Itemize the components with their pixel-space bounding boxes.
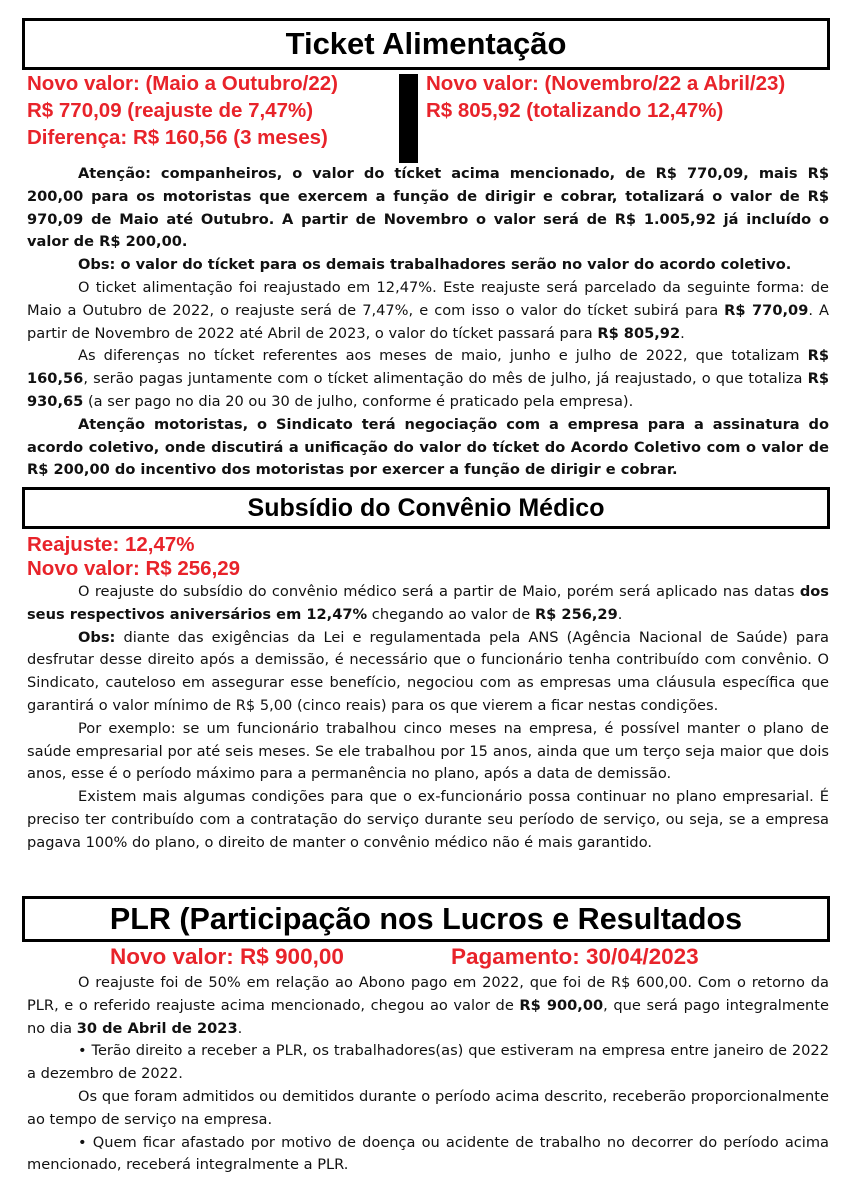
ticket-para-5: Atenção motoristas, o Sindicato terá negociação com a empresa para a assinatura do acordo coletivo, onde discutirá a unificação do valor do tícket do Acordo Coletivo com o valor de R$ 200,00 do incentivo dos motoristas por exercer a função de dirigir e cobrar. [27, 415, 829, 479]
plr-body [27, 972, 829, 1177]
ticket-para-3: O ticket alimentação foi reajustado em 12,47%. Este reajuste será parcelado da seguinte forma: de Maio a Outubro de 2022, o reajuste será de 7,47%, e com isso o valor do tícket subirá para R$ 770,09. A partir de Novembro de 2022 até Abril de 2023, o valor do tícket passará para R$ 805,92. [27, 278, 830, 342]
medico-para-2: Obs: diante das exigências da Lei e regulamentada pela ANS (Agência Nacional de Saúde) para desfrutar desse direito após a demissão, é necessário que o funcionário tenha contribuído com convênio. O Sindicato, cauteloso em assegurar esse benefício, negociou com as empresas uma cláusula específica que garantirá o valor mínimo de R$ 5,00 (cinco reais) para os que vierem a ficar nestas condições. [27, 628, 829, 714]
ticket-left-line-2: R$ 770,09 (reajuste de 7,47%) [27, 99, 314, 122]
plr-title: PLR (Participação nos Lucros e Resultados [109, 902, 743, 936]
ticket-title: Ticket Alimentação [285, 26, 567, 61]
medico-reajuste: Reajuste: 12,47% [27, 533, 195, 556]
ticket-left-line-1: Novo valor: (Maio a Outubro/22) [27, 72, 338, 95]
plr-para-4: • Quem ficar afastado por motivo de doença ou acidente de trabalho no decorrer do período acima mencionado, receberá integralmente a PLR. [27, 1133, 829, 1174]
ticket-para-1: Atenção: companheiros, o valor do tícket acima mencionado, de R$ 770,09, mais R$ 200,00 para os motoristas que exercem a função de dirigir e cobrar, totalizará o valor de R$ 970,09 de Maio até Outubro. A partir de Novembro o valor será de R$ 1.005,92 já incluído o valor de R$ 200,00. [27, 165, 829, 251]
medico-para-4: Existem mais algumas condições para que o ex-funcionário possa continuar no plano empresarial. É preciso ter contribuído com a contratação do serviço durante seu período de serviço, ou seja, se a empresa pagava 100% do plano, o direito de manter o convênio médico não é mais garantido. [27, 788, 829, 851]
plr-para-3: Os que foram admitidos ou demitidos durante o período acima descrito, receberão proporcionalmente ao tempo de serviço na empresa. [27, 1087, 829, 1128]
medico-body [27, 581, 829, 855]
plr-novo-valor: Novo valor: R$ 900,00 [110, 944, 344, 969]
medico-para-3: Por exemplo: se um funcionário trabalhou cinco meses na empresa, é possível manter o plano de saúde empresarial por até seis meses. Se ele trabalhou por 15 anos, ainda que um terço seja maior que dois anos, esse é o período máximo para a permanência no plano, após a data de demissão. [27, 719, 829, 783]
plr-para-1: O reajuste foi de 50% em relação ao Abono pago em 2022, que foi de R$ 600,00. Com o retorno da PLR, e o referido reajuste acima mencionado, chegou ao valor de R$ 900,00, que será pago integralmente no dia 30 de Abril de 2023. [27, 974, 829, 1037]
ticket-body [27, 163, 829, 482]
medico-para-1: O reajuste do subsídio do convênio médico será a partir de Maio, porém será aplicado nas datas dos seus respectivos aniversários em 12,47% chegando ao valor de R$ 256,29. [27, 583, 829, 623]
ticket-title-box [22, 18, 830, 70]
ticket-right-line-2: R$ 805,92 (totalizando 12,47%) [426, 99, 724, 122]
ticket-para-4: As diferenças no tícket referentes aos meses de maio, junho e julho de 2022, que totalizam R$ 160,56, serão pagas juntamente com o tícket alimentação do mês de julho, já reajustado, o que totaliza R$ 930,65 (a ser pago no dia 20 ou 30 de julho, conforme é praticado pela empresa). [27, 347, 829, 410]
ticket-right-line-1: Novo valor: (Novembro/22 a Abril/23) [426, 72, 786, 95]
plr-title-box [22, 896, 830, 942]
medico-title-box [22, 487, 830, 529]
ticket-para-2: Obs: o valor do tícket para os demais trabalhadores serão no valor do acordo coletivo. [78, 256, 792, 274]
plr-para-2: • Terão direito a receber a PLR, os trabalhadores(as) que estiveram na empresa entre janeiro de 2022 a dezembro de 2022. [27, 1042, 829, 1083]
medico-title: Subsídio do Convênio Médico [247, 494, 605, 522]
ticket-left-line-3: Diferença: R$ 160,56 (3 meses) [27, 126, 328, 149]
ticket-divider-bar [399, 74, 418, 163]
plr-pagamento: Pagamento: 30/04/2023 [451, 944, 699, 969]
medico-novo-valor: Novo valor: R$ 256,29 [27, 557, 241, 580]
